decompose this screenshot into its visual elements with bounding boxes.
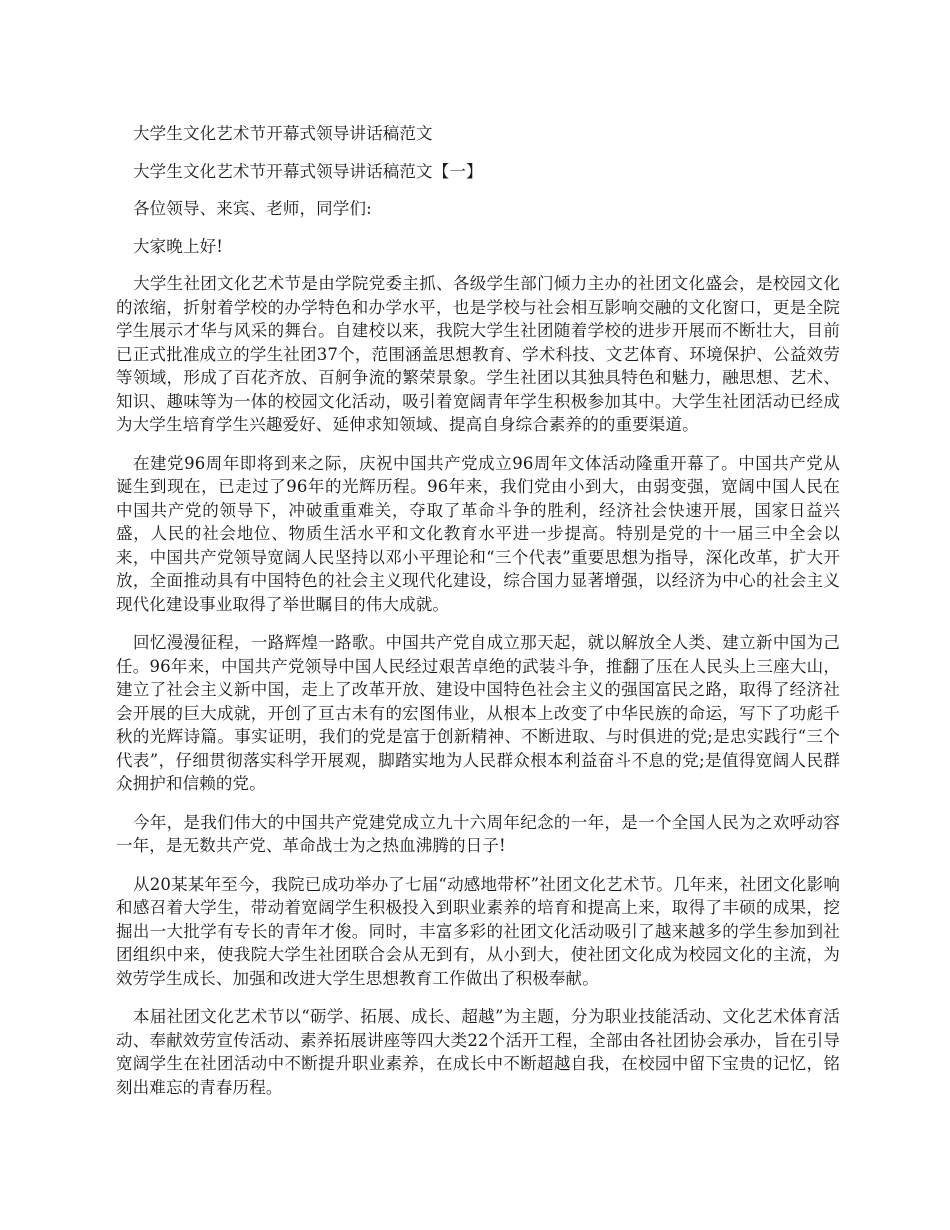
paragraph: 本届社团文化艺术节以“砺学、拓展、成长、超越”为主题，分为职业技能活动、文化艺术体育活动、奉献效劳宣传活动、素养拓展讲座等四大类22个活开工程，全部由各社团协会承办，旨在引导宽阔学生在社团活动中不断提升职业素养，在成长中不断超越自我，在校园中留下宝贵的记忆，铭刻出难忘的青春历程。 [116,1007,840,1097]
document-title: 大学生文化艺术节开幕式领导讲话稿范文 [133,124,433,143]
paragraph: 今年，是我们伟大的中国共产党建党成立九十六周年纪念的一年，是一个全国人民为之欢呼动容一年，是无数共产党、革命战士为之热血沸腾的日子! [116,812,840,855]
document-page [116,122,840,1114]
paragraph: 回忆漫漫征程，一路辉煌一路歌。中国共产党自成立那天起，就以解放全人类、建立新中国为己任。96年来，中国共产党领导中国人民经过艰苦卓绝的武装斗争，推翻了压在人民头上三座大山，建立了社会主义新中国，走上了改革开放、建设中国特色社会主义的强国富民之路，取得了经济社会开展的巨大成就，开创了亘古未有的宏图伟业，从根本上改变了中华民族的命运，写下了功彪千秋的光辉诗篇。事实证明，我们的党是富于创新精神、不断进取、与时俱进的党;是忠实践行“三个代表”，仔细贯彻落实科学开展观，脚踏实地为人民群众根本利益奋斗不息的党;是值得宽阔人民群众拥护和信赖的党。 [116,633,840,793]
greeting: 各位领导、来宾、老师，同学们: [133,199,372,218]
document-subtitle: 大学生文化艺术节开幕式领导讲话稿范文【一】 [133,161,483,181]
paragraph: 从20某某年至今，我院已成功举办了七届“动感地带杯”社团文化艺术节。几年来，社团文化影响和感召着大学生，带动着宽阔学生积极投入到职业素养的培育和提高上来，取得了丰硕的成果，挖掘出一大批学有专长的青年才俊。同时，丰富多彩的社团文化活动吸引了越来越多的学生参加到社团组织中来，使我院大学生社团联合会从无到有，从小到大，使社团文化成为校园文化的主流，为效劳学生成长、加强和改进大学生思想教育工作做出了积极奉献。 [116,874,840,988]
paragraph: 在建党96周年即将到来之际，庆祝中国共产党成立96周年文体活动隆重开幕了。中国共产党从诞生到现在，已走过了96年的光辉历程。96年来，我们党由小到大，由弱变强，宽阔中国人民在中国共产党的领导下，冲破重重难关，夺取了革命斗争的胜利，经济社会快速开展，国家日益兴盛，人民的社会地位、物质生活水平和文化教育水平进一步提高。特别是党的十一届三中全会以来，中国共产党领导宽阔人民坚持以邓小平理论和“三个代表”重要思想为指导，深化改革，扩大开放，全面推动具有中国特色的社会主义现代化建设，综合国力显著增强，以经济为中心的社会主义现代化建设事业取得了举世瞩目的伟大成就。 [116,453,840,614]
opening-line: 大家晚上好! [133,236,224,256]
paragraph: 大学生社团文化艺术节是由学院党委主抓、各级学生部门倾力主办的社团文化盛会，是校园文化的浓缩，折射着学校的办学特色和办学水平，也是学校与社会相互影响交融的文化窗口，更是全院学生展示才华与风采的舞台。自建校以来，我院大学生社团随着学校的进步开展而不断壮大，目前已正式批准成立的学生社团37个，范围涵盖思想教育、学术科技、文艺体育、环境保护、公益效劳等领域，形成了百花齐放、百舸争流的繁荣景象。学生社团以其独具特色和魅力，融思想、艺术、知识、趣味等为一体的校园文化活动，吸引着宽阔青年学生积极参加其中。大学生社团活动已经成为大学生培育学生兴趣爱好、延伸求知领域、提高自身综合素养的的重要渠道。 [116,274,840,434]
